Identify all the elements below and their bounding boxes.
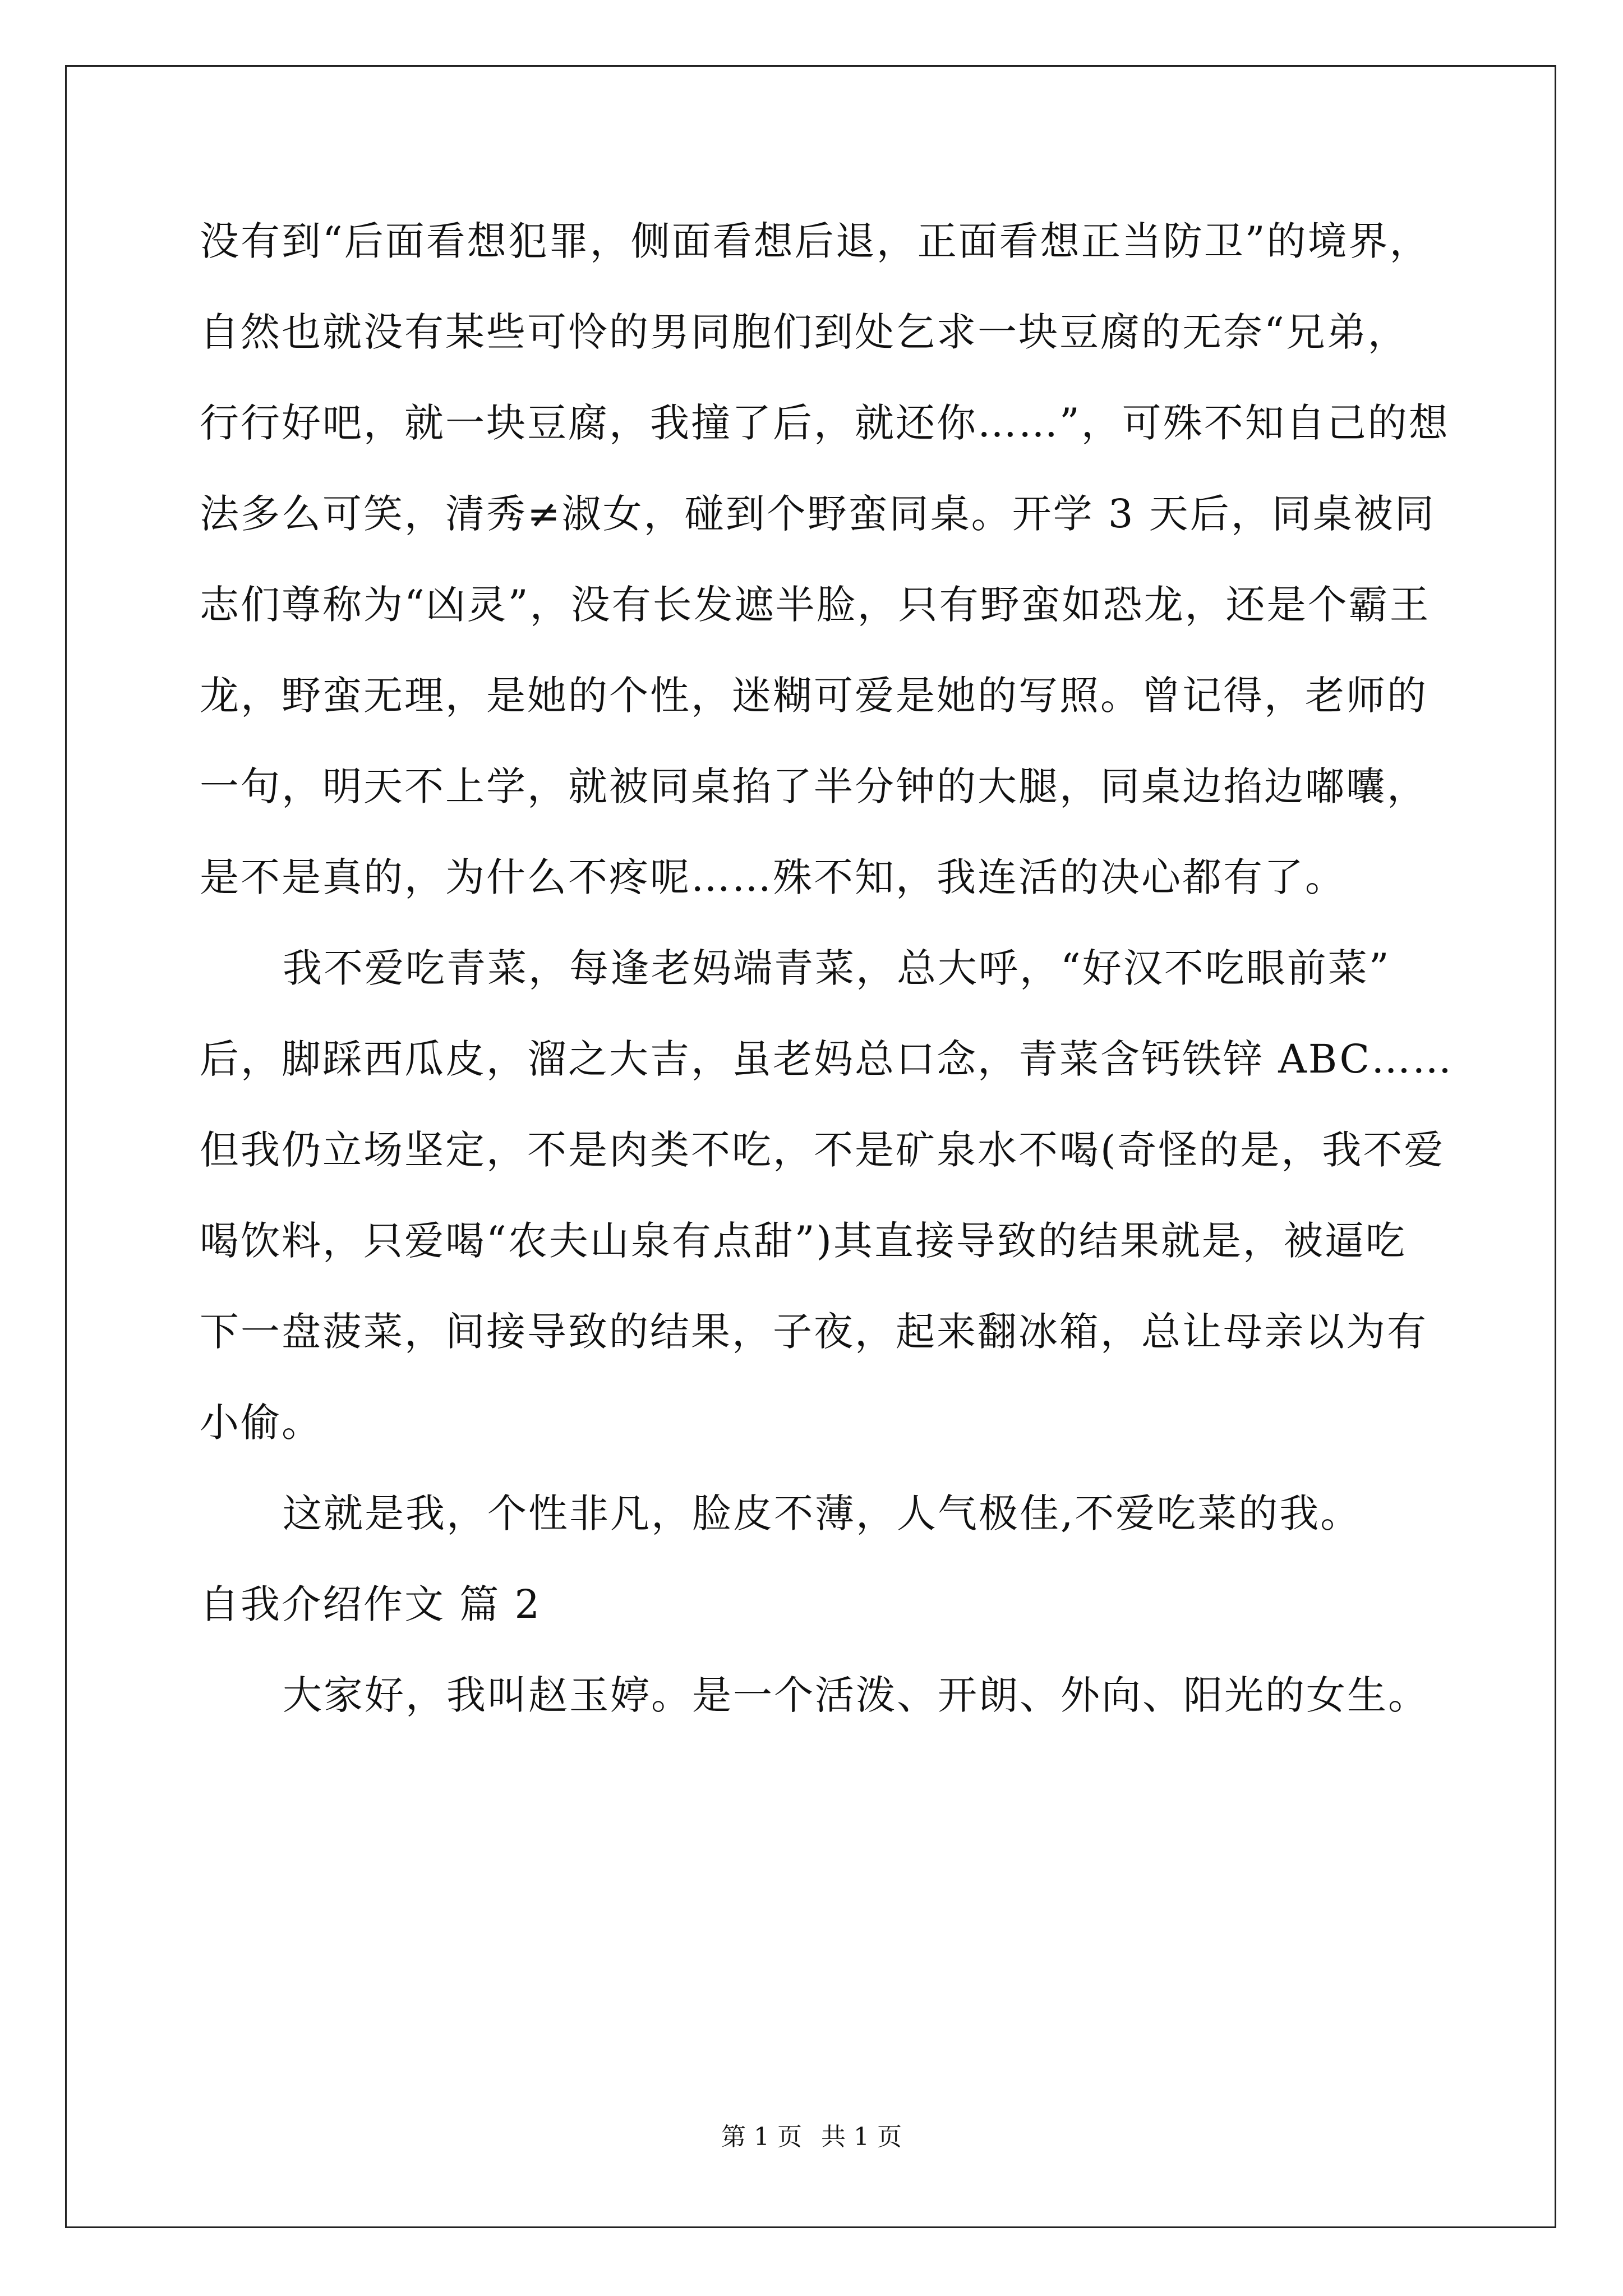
text-line: 行行好吧，就一块豆腐，我撞了后，就还你……”，可殊不知自己的想 [200,400,1450,446]
text-line: 喝饮料，只爱喝“农夫山泉有点甜”)其直接导致的结果就是，被逼吃 [200,1218,1407,1264]
text-line: 是不是真的，为什么不疼呢……殊不知，我连活的决心都有了。 [200,854,1346,900]
paragraph-start-line: 大家好，我叫赵玉婷。是一个活泼、开朗、外向、阳光的女生。 [283,1672,1429,1718]
text-line: 自然也就没有某些可怜的男同胞们到处乞求一块豆腐的无奈“兄弟， [200,309,1409,355]
text-line: 法多么可笑，清秀≠淑女，碰到个野蛮同桌。开学 3 天后，同桌被同 [200,491,1436,537]
text-line: 龙，野蛮无理，是她的个性，迷糊可爱是她的写照。曾记得，老师的 [200,673,1428,719]
text-line: 一句，明天不上学，就被同桌掐了半分钟的大腿，同桌边掐边嘟囔， [200,763,1428,809]
page-footer [0,2120,1623,2154]
page-total: 共 1 页 [821,2123,902,2151]
text-line: 后，脚踩西瓜皮，溜之大吉，虽老妈总口念，青菜含钙铁锌 ABC…… [200,1036,1454,1082]
text-line: 小偷。 [200,1400,322,1446]
text-line: 下一盘菠菜，间接导致的结果，子夜，起来翻冰箱，总让母亲以为有 [200,1309,1428,1355]
text-line: 志们尊称为“凶灵”，没有长发遮半脸，只有野蛮如恐龙，还是个霸王 [200,582,1431,628]
page-number: 第 1 页 [721,2123,802,2151]
paragraph-start-line: 这就是我，个性非凡，脸皮不薄，人气极佳,不爱吃菜的我。 [283,1490,1362,1536]
section-heading: 自我介绍作文 篇 2 [200,1581,542,1627]
text-line: 没有到“后面看想犯罪，侧面看想后退，正面看想正当防卫”的境界， [200,218,1431,264]
paragraph-start-line: 我不爱吃青菜，每逢老妈端青菜，总大呼，“好汉不吃眼前菜” [283,945,1391,991]
text-line: 但我仍立场坚定，不是肉类不吃，不是矿泉水不喝(奇怪的是，我不爱 [200,1127,1445,1173]
